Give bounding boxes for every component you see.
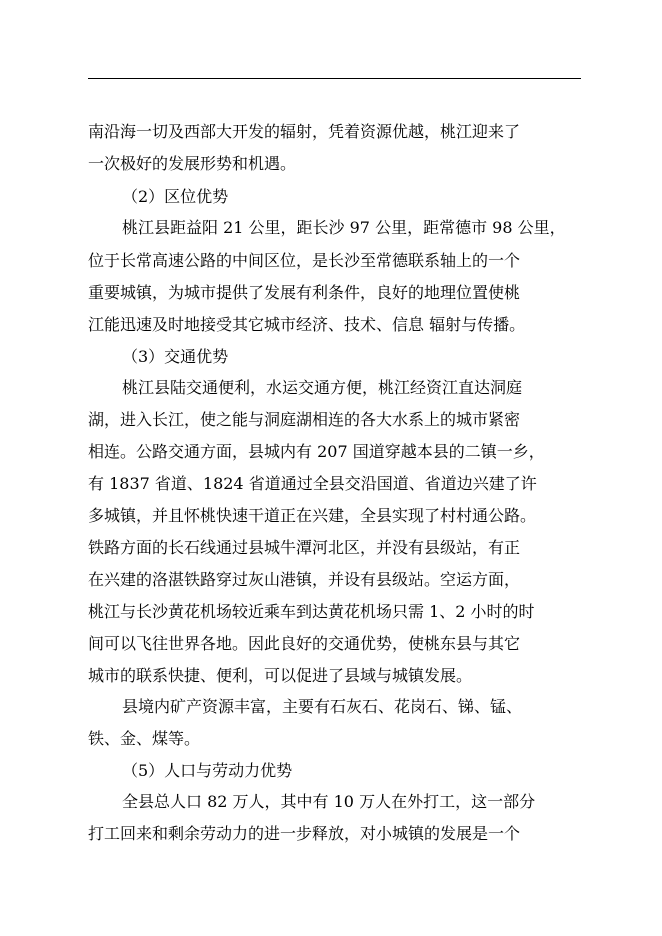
section-heading: （2）区位优势 xyxy=(122,187,229,206)
text-line: 城市的联系快捷、便利，可以促进了县域与城镇发展。 xyxy=(88,666,473,685)
section-heading: （5）人口与劳动力优势 xyxy=(122,761,293,780)
text-line: 湖，进入长江，使之能与洞庭湖相连的各大水系上的城市紧密 xyxy=(88,410,521,429)
text-line: 打工回来和剩余劳动力的进一步释放，对小城镇的发展是一个 xyxy=(88,824,521,843)
text-line: 一次极好的发展形势和机遇。 xyxy=(88,154,297,173)
text-line: 南沿海一切及西部大开发的辐射，凭着资源优越，桃江迎来了 xyxy=(88,122,521,141)
text-line: 桃江与长沙黄花机场较近乘车到达黄花机场只需 1、2 小时的时 xyxy=(88,602,535,621)
text-line: 在兴建的洛湛铁路穿过灰山港镇，并设有县级站。空运方面， xyxy=(88,570,521,589)
text-line: 铁、金、煤等。 xyxy=(88,729,201,748)
text-line: 桃江县距益阳 21 公里，距长沙 97 公里，距常德市 98 公里， xyxy=(122,218,566,237)
text-line: 桃江县陆交通便利，水运交通方便，桃江经资江直达洞庭 xyxy=(122,378,523,397)
text-line: 江能迅速及时地接受其它城市经济、技术、信息 辐射与传播。 xyxy=(88,315,526,334)
section-heading: （3）交通优势 xyxy=(122,347,229,366)
header-rule xyxy=(88,78,581,79)
text-line: 重要城镇，为城市提供了发展有利条件，良好的地理位置使桃 xyxy=(88,283,521,302)
text-line: 县境内矿产资源丰富，主要有石灰石、花岗石、锑、锰、 xyxy=(122,697,523,716)
text-line: 位于长常高速公路的中间区位，是长沙至常德联系轴上的一个 xyxy=(88,251,521,270)
text-line: 多城镇，并且怀桃快速干道正在兴建，全县实现了村村通公路。 xyxy=(88,506,537,525)
text-line: 有 1837 省道、1824 省道通过全县交沿国道、省道边兴建了许 xyxy=(88,474,537,493)
text-line: 铁路方面的长石线通过县城牛潭河北区，并没有县级站，有正 xyxy=(88,538,521,557)
text-line: 相连。公路交通方面，县城内有 207 国道穿越本县的二镇一乡， xyxy=(88,442,545,461)
text-line: 全县总人口 82 万人，其中有 10 万人在外打工，这一部分 xyxy=(122,792,536,811)
text-line: 间可以飞往世界各地。因此良好的交通优势，使桃东县与其它 xyxy=(88,634,521,653)
